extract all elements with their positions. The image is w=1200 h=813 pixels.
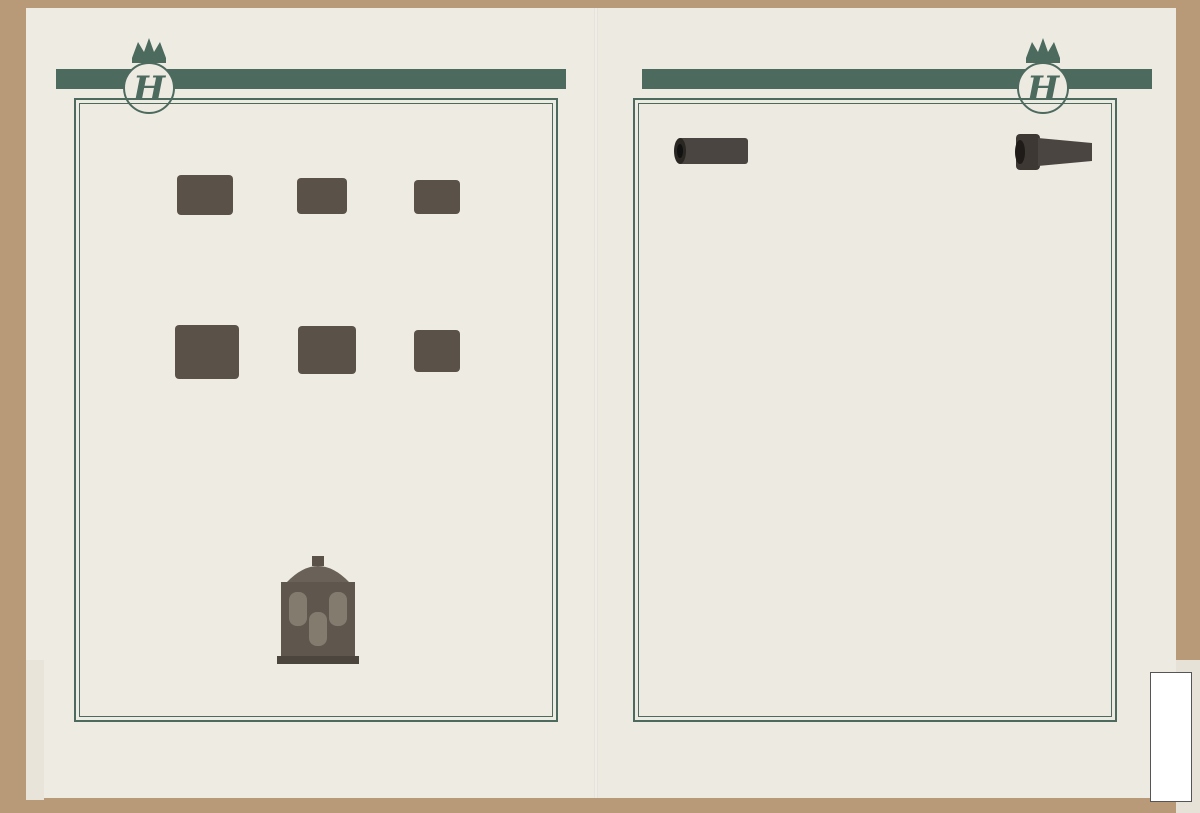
angel-foot-image-small: [414, 180, 460, 214]
page-frame-inner-right: [638, 103, 1112, 717]
paw-foot-image-small: [414, 330, 460, 372]
wheel-bushing-flange-image: [1012, 132, 1094, 172]
angel-foot-image-medium: [297, 178, 347, 214]
money-box-image: [275, 552, 361, 670]
page-edge: [26, 660, 44, 800]
paw-foot-image-medium: [298, 326, 356, 374]
angel-foot-image-large: [177, 175, 233, 215]
paw-foot-image-large: [175, 325, 239, 379]
company-banner-right: [642, 69, 1152, 89]
wheel-bushing-no-flange-image: [670, 134, 750, 168]
svg-text:H: H: [1026, 69, 1060, 109]
svg-text:H: H: [132, 69, 166, 109]
section-tab-label: [1150, 672, 1192, 802]
